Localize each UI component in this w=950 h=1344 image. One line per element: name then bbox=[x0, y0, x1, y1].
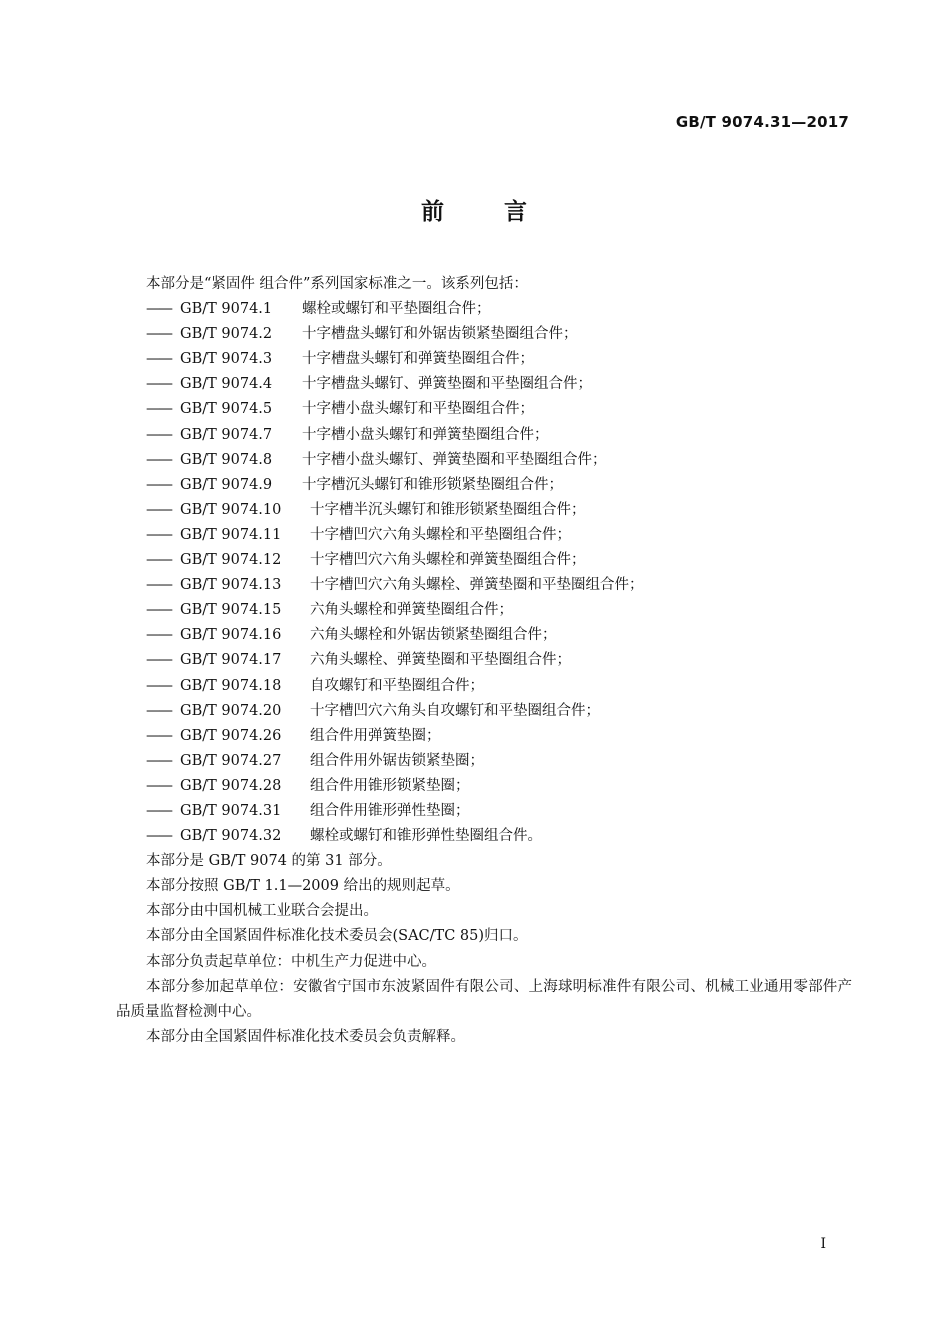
series-list-item bbox=[146, 473, 852, 498]
standards-series-list bbox=[116, 297, 852, 849]
list-dash: —— bbox=[146, 602, 171, 619]
list-dash: —— bbox=[146, 702, 171, 719]
standard-code: GB/T 9074.20 bbox=[180, 702, 282, 719]
series-list-item bbox=[146, 347, 852, 372]
paragraph-under-jurisdiction: 本部分由全国紧固件标准化技术委员会(SAC/TC 85)归口。 bbox=[146, 928, 528, 945]
standard-name: 十字槽盘头螺钉和弹簧垫圈组合件； bbox=[302, 351, 534, 368]
standard-name: 十字槽沉头螺钉和锥形锁紧垫圈组合件； bbox=[302, 476, 563, 493]
standard-name: 十字槽凹穴六角头螺栓和平垫圈组合件； bbox=[310, 526, 571, 543]
list-dash: —— bbox=[146, 677, 171, 694]
list-dash: —— bbox=[146, 577, 171, 594]
standard-name: 六角头螺栓和弹簧垫圈组合件； bbox=[310, 602, 513, 619]
standard-code: GB/T 9074.9 bbox=[180, 476, 273, 493]
standard-name: 十字槽小盘头螺钉和平垫圈组合件； bbox=[302, 401, 534, 418]
list-dash: —— bbox=[146, 802, 171, 819]
standard-name: 十字槽凹穴六角头螺栓和弹簧垫圈组合件； bbox=[310, 552, 586, 569]
series-list-item bbox=[146, 598, 852, 623]
series-list-item bbox=[146, 448, 852, 473]
series-list-item bbox=[146, 648, 852, 673]
standard-code: GB/T 9074.11 bbox=[180, 526, 282, 543]
list-dash: —— bbox=[146, 501, 171, 518]
series-list-item bbox=[146, 573, 852, 598]
series-list-item bbox=[146, 824, 852, 849]
standard-code: GB/T 9074.32 bbox=[180, 828, 282, 845]
standard-name: 组合件用锥形弹性垫圈； bbox=[310, 802, 470, 819]
standard-name: 组合件用外锯齿锁紧垫圈； bbox=[310, 752, 484, 769]
list-dash: —— bbox=[146, 326, 171, 343]
standard-code: GB/T 9074.8 bbox=[180, 451, 273, 468]
page-title: 前 言 bbox=[420, 199, 529, 225]
series-list-item bbox=[146, 623, 852, 648]
standard-code: GB/T 9074.4 bbox=[180, 376, 273, 393]
standard-code: GB/T 9074.3 bbox=[180, 351, 273, 368]
standard-code: GB/T 9074.27 bbox=[180, 752, 282, 769]
foreword-body bbox=[116, 272, 852, 1050]
standard-code: GB/T 9074.12 bbox=[180, 552, 282, 569]
paragraph-participating-drafters: 本部分参加起草单位：安徽省宁国市东波紧固件有限公司、上海球明标准件有限公司、机械工业通用零部件产品质量监督检测中心。 bbox=[116, 978, 852, 1020]
standard-code: GB/T 9074.7 bbox=[180, 426, 273, 443]
list-dash: —— bbox=[146, 727, 171, 744]
series-list-item bbox=[146, 548, 852, 573]
standard-code: GB/T 9074.2 bbox=[180, 326, 273, 343]
series-list-item bbox=[146, 523, 852, 548]
standard-code: GB/T 9074.28 bbox=[180, 777, 282, 794]
standard-code: GB/T 9074.10 bbox=[180, 501, 282, 518]
series-list-item bbox=[146, 322, 852, 347]
standard-code: GB/T 9074.31 bbox=[180, 802, 282, 819]
standard-code: GB/T 9074.13 bbox=[180, 577, 282, 594]
standard-name: 十字槽小盘头螺钉和弹簧垫圈组合件； bbox=[302, 426, 549, 443]
list-dash: —— bbox=[146, 828, 171, 845]
list-dash: —— bbox=[146, 376, 171, 393]
standard-name: 十字槽小盘头螺钉、弹簧垫圈和平垫圈组合件； bbox=[302, 451, 607, 468]
list-dash: —— bbox=[146, 752, 171, 769]
standard-name: 十字槽凹穴六角头自攻螺钉和平垫圈组合件； bbox=[310, 702, 600, 719]
paragraph-proposed-by: 本部分由中国机械工业联合会提出。 bbox=[146, 903, 378, 920]
list-dash: —— bbox=[146, 301, 171, 318]
list-dash: —— bbox=[146, 777, 171, 794]
standard-code: GB/T 9074.17 bbox=[180, 652, 282, 669]
page-number: I bbox=[820, 1236, 826, 1252]
document-code: GB/T 9074.31—2017 bbox=[675, 113, 849, 131]
list-dash: —— bbox=[146, 526, 171, 543]
standard-name: 六角头螺栓、弹簧垫圈和平垫圈组合件； bbox=[310, 652, 571, 669]
series-list-item bbox=[146, 372, 852, 397]
series-list-item bbox=[146, 397, 852, 422]
list-dash: —— bbox=[146, 476, 171, 493]
series-list-item bbox=[146, 749, 852, 774]
standard-code: GB/T 9074.15 bbox=[180, 602, 282, 619]
standard-code: GB/T 9074.16 bbox=[180, 627, 282, 644]
list-dash: —— bbox=[146, 652, 171, 669]
standard-code: GB/T 9074.5 bbox=[180, 401, 273, 418]
series-list-item bbox=[146, 799, 852, 824]
series-list-item bbox=[146, 724, 852, 749]
standard-name: 自攻螺钉和平垫圈组合件； bbox=[310, 677, 484, 694]
list-dash: —— bbox=[146, 552, 171, 569]
series-list-item bbox=[146, 774, 852, 799]
list-dash: —— bbox=[146, 401, 171, 418]
standard-name: 组合件用锥形锁紧垫圈； bbox=[310, 777, 470, 794]
intro-paragraph: 本部分是“紧固件 组合件”系列国家标准之一。该系列包括： bbox=[146, 276, 528, 292]
standard-code: GB/T 9074.1 bbox=[180, 301, 273, 318]
standard-name: 螺栓或螺钉和平垫圈组合件； bbox=[302, 301, 491, 318]
series-list-item bbox=[146, 423, 852, 448]
paragraph-interpretation: 本部分由全国紧固件标准化技术委员会负责解释。 bbox=[146, 1028, 465, 1045]
list-dash: —— bbox=[146, 627, 171, 644]
standard-name: 十字槽盘头螺钉和外锯齿锁紧垫圈组合件； bbox=[302, 326, 578, 343]
standard-name: 十字槽凹穴六角头螺栓、弹簧垫圈和平垫圈组合件； bbox=[310, 577, 644, 594]
series-list-item bbox=[146, 498, 852, 523]
list-dash: —— bbox=[146, 451, 171, 468]
standard-name: 组合件用弹簧垫圈； bbox=[310, 727, 441, 744]
standard-name: 螺栓或螺钉和锥形弹性垫圈组合件。 bbox=[310, 828, 542, 845]
paragraph-lead-drafter: 本部分负责起草单位：中机生产力促进中心。 bbox=[146, 953, 436, 970]
standard-name: 十字槽半沉头螺钉和锥形锁紧垫圈组合件； bbox=[310, 501, 586, 518]
list-dash: —— bbox=[146, 426, 171, 443]
standard-name: 十字槽盘头螺钉、弹簧垫圈和平垫圈组合件； bbox=[302, 376, 592, 393]
standard-code: GB/T 9074.26 bbox=[180, 727, 282, 744]
series-list-item bbox=[146, 674, 852, 699]
list-dash: —— bbox=[146, 351, 171, 368]
paragraph-part-number: 本部分是 GB/T 9074 的第 31 部分。 bbox=[146, 853, 392, 870]
paragraph-drafting-rules: 本部分按照 GB/T 1.1—2009 给出的规则起草。 bbox=[146, 878, 460, 895]
series-list-item bbox=[146, 699, 852, 724]
series-list-item bbox=[146, 297, 852, 322]
standard-name: 六角头螺栓和外锯齿锁紧垫圈组合件； bbox=[310, 627, 557, 644]
standard-code: GB/T 9074.18 bbox=[180, 677, 282, 694]
